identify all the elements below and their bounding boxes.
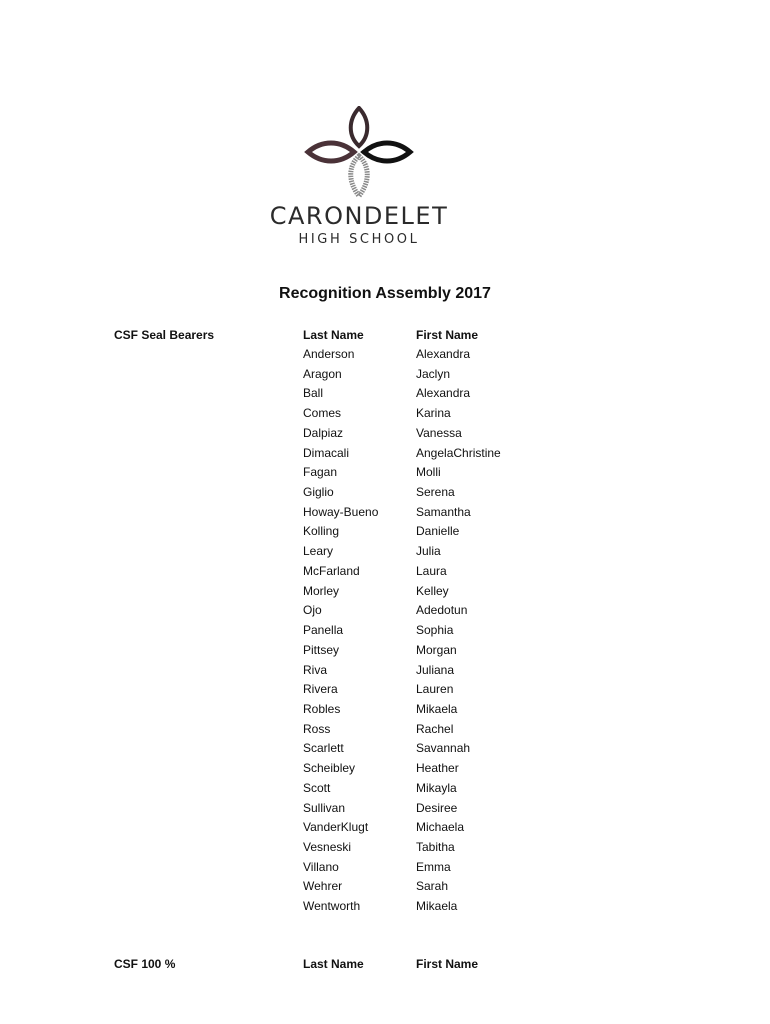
table-row <box>0 761 770 781</box>
first-name-cell: Alexandra <box>416 386 471 401</box>
first-name-cell: Samantha <box>416 504 471 519</box>
first-name-cell: Michaela <box>416 820 465 835</box>
first-name-cell: Emma <box>416 859 451 874</box>
table-row <box>0 367 770 387</box>
last-name-cell: Ojo <box>303 603 322 618</box>
column-header-first-name: First Name <box>416 328 479 342</box>
table-row <box>0 820 770 840</box>
last-name-cell: Villano <box>303 859 339 874</box>
first-name-cell: Mikaela <box>416 701 458 716</box>
table-row <box>0 781 770 801</box>
table-row <box>0 564 770 584</box>
table-row <box>0 899 770 919</box>
table-row <box>0 840 770 860</box>
first-name-cell: AngelaChristine <box>416 445 501 460</box>
last-name-cell: Howay-Bueno <box>303 504 379 519</box>
first-name-cell: Sophia <box>416 623 454 638</box>
first-name-cell: Rachel <box>416 721 454 736</box>
first-name-cell: Laura <box>416 563 447 578</box>
table-row <box>0 485 770 505</box>
table-row <box>0 702 770 722</box>
last-name-cell: Scott <box>303 780 331 795</box>
last-name-cell: Fagan <box>303 465 338 480</box>
last-name-cell: Leary <box>303 544 334 559</box>
last-name-cell: Rivera <box>303 682 338 697</box>
first-name-cell: Sarah <box>416 879 449 894</box>
last-name-cell: Dimacali <box>303 445 350 460</box>
last-name-cell: Pittsey <box>303 642 340 657</box>
document-title: Recognition Assembly 2017 <box>279 285 491 302</box>
logo-school-subtitle: HIGH SCHOOL <box>298 232 420 247</box>
last-name-cell: Robles <box>303 701 341 716</box>
table-row <box>0 722 770 742</box>
last-name-cell: Kolling <box>303 524 340 539</box>
quatrefoil-emblem-icon <box>304 106 414 198</box>
last-name-cell: Giglio <box>303 485 334 500</box>
last-name-cell: Ball <box>303 386 324 401</box>
column-header-last-name: Last Name <box>303 328 364 342</box>
last-name-cell: Wentworth <box>303 899 361 914</box>
table-row <box>0 801 770 821</box>
first-name-cell: Alexandra <box>416 347 471 361</box>
first-name-cell: Karina <box>416 406 451 421</box>
last-name-cell: Comes <box>303 406 342 421</box>
table-row <box>0 603 770 623</box>
first-name-cell: Molli <box>416 465 441 480</box>
last-name-cell: Panella <box>303 623 344 638</box>
table-row <box>0 465 770 485</box>
first-name-cell: Vanessa <box>416 425 462 440</box>
table-row <box>0 446 770 466</box>
last-name-cell: Anderson <box>303 347 355 361</box>
table-row <box>0 544 770 564</box>
table-row <box>0 879 770 899</box>
first-name-cell: Desiree <box>416 800 458 815</box>
last-name-cell: Ross <box>303 721 331 736</box>
school-logo <box>268 106 450 247</box>
table-row <box>0 741 770 761</box>
table-row <box>0 643 770 663</box>
first-name-cell: Kelley <box>416 583 449 598</box>
first-name-cell: Tabitha <box>416 839 455 854</box>
first-name-cell: Savannah <box>416 741 471 756</box>
table-row <box>0 860 770 880</box>
column-header-last-name: Last Name <box>303 957 364 971</box>
first-name-cell: Danielle <box>416 524 460 539</box>
first-name-cell: Juliana <box>416 662 455 677</box>
last-name-cell: Scheibley <box>303 761 356 776</box>
table-row <box>0 682 770 702</box>
first-name-cell: Jaclyn <box>416 366 451 381</box>
table-row <box>0 406 770 426</box>
last-name-cell: Riva <box>303 662 328 677</box>
table-row <box>0 584 770 604</box>
section-label: CSF 100 % <box>114 957 176 971</box>
table-row <box>0 426 770 446</box>
last-name-cell: Sullivan <box>303 800 346 815</box>
last-name-cell: VanderKlugt <box>303 820 369 835</box>
first-name-cell: Heather <box>416 761 459 776</box>
section-label: CSF Seal Bearers <box>114 328 215 342</box>
table-row <box>0 505 770 525</box>
last-name-cell: McFarland <box>303 563 360 578</box>
last-name-cell: Aragon <box>303 366 342 381</box>
name-list <box>0 347 770 919</box>
first-name-cell: Morgan <box>416 642 457 657</box>
table-row <box>0 524 770 544</box>
first-name-cell: Mikaela <box>416 899 458 914</box>
first-name-cell: Adedotun <box>416 603 468 618</box>
last-name-cell: Vesneski <box>303 839 352 854</box>
table-row <box>0 623 770 643</box>
first-name-cell: Lauren <box>416 682 454 697</box>
last-name-cell: Dalpiaz <box>303 425 344 440</box>
first-name-cell: Serena <box>416 485 455 500</box>
logo-school-name: CARONDELET <box>269 202 449 230</box>
table-row <box>0 347 770 367</box>
last-name-cell: Scarlett <box>303 741 344 756</box>
table-row <box>0 663 770 683</box>
first-name-cell: Mikayla <box>416 780 457 795</box>
first-name-cell: Julia <box>416 544 441 559</box>
last-name-cell: Morley <box>303 583 340 598</box>
last-name-cell: Wehrer <box>303 879 343 894</box>
column-header-first-name: First Name <box>416 957 479 971</box>
table-row <box>0 386 770 406</box>
